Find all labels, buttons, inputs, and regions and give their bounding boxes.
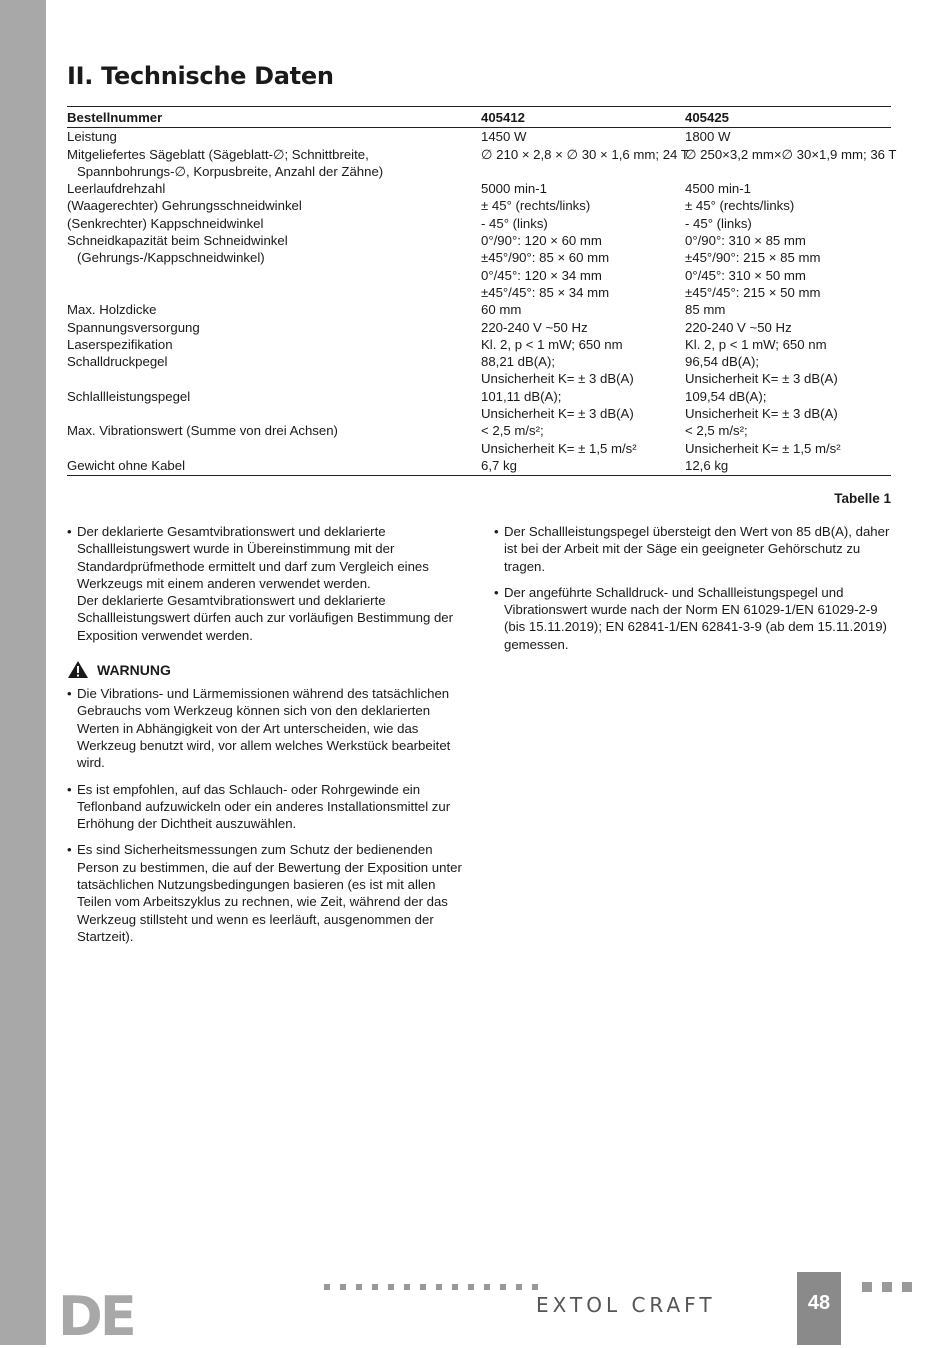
- table-row: [67, 180, 891, 197]
- bullet-text: Der angeführte Schalldruck- und Schallleistungspegel und Vibrationswert wurde nach der Norm EN 61029-1/EN 61029-2-9 (bis 15.11.2019); EN 62841-1/EN 62841-3-9 (ab dem 15.11.2019) gemessen.: [504, 584, 887, 652]
- table-row: [67, 422, 891, 439]
- spec-value-cell: ±45°/90°: 85 × 60 mm: [481, 250, 610, 266]
- spec-label-cell: Gewicht ohne Kabel: [67, 457, 481, 476]
- page-title: II. Technische Daten: [67, 62, 334, 90]
- table-row: [67, 232, 891, 249]
- table-row: [67, 353, 891, 370]
- spec-label-cell: [67, 267, 481, 284]
- spec-value-cell: Unsicherheit K= ± 3 dB(A): [481, 406, 634, 422]
- decor-dot: [404, 1284, 410, 1290]
- spec-label-cell: Schalldruckpegel: [67, 354, 168, 370]
- list-item: [67, 841, 467, 945]
- spec-value-cell: Unsicherheit K= ± 1,5 m/s²: [685, 440, 841, 456]
- decor-dot: [532, 1284, 538, 1290]
- spec-value-cell: ±45°/45°: 85 × 34 mm: [481, 284, 610, 300]
- footer-dots-decoration: [324, 1284, 538, 1290]
- list-item: [494, 584, 894, 653]
- spec-value-cell: 60 mm: [481, 302, 522, 318]
- spec-label-cell: [67, 284, 481, 301]
- table-row: [67, 128, 891, 146]
- table-row: [67, 457, 891, 476]
- spec-label-cell: Leerlaufdrehzahl: [67, 181, 166, 197]
- spec-value-cell: 0°/45°: 120 × 34 mm: [481, 267, 602, 283]
- spec-value-cell: Unsicherheit K= ± 3 dB(A): [481, 371, 634, 387]
- warning-title: WARNUNG: [97, 661, 171, 678]
- table-row: [67, 267, 891, 284]
- decor-square: [862, 1282, 872, 1292]
- spec-value-cell: < 2,5 m/s²;: [685, 423, 748, 439]
- spec-value-cell: 5000 min-1: [481, 181, 547, 197]
- decor-dot: [484, 1284, 490, 1290]
- decor-square: [902, 1282, 912, 1292]
- bullet-dot: •: [67, 686, 72, 702]
- brand-logo: EXTOL CRAFT: [536, 1293, 716, 1317]
- spec-value-cell: 101,11 dB(A);: [481, 388, 562, 404]
- decor-dot: [452, 1284, 458, 1290]
- spec-label-cell: Schneidkapazität beim Schneidwinkel: [67, 233, 288, 249]
- decor-dot: [372, 1284, 378, 1290]
- spec-label-cell: Spannungsversorgung: [67, 319, 200, 335]
- decor-dot: [324, 1284, 330, 1290]
- spec-value-cell: ±45°/45°: 215 × 50 mm: [685, 284, 821, 300]
- spec-label-cell: Mitgeliefertes Sägeblatt (Sägeblatt-∅; Schnittbreite,: [67, 146, 369, 162]
- decor-dot: [516, 1284, 522, 1290]
- spec-value-cell: ∅ 250×3,2 mm×∅ 30×1,9 mm; 36 T: [685, 146, 897, 162]
- spec-value-cell: 0°/90°: 120 × 60 mm: [481, 233, 602, 249]
- table-row: [67, 370, 891, 387]
- decor-dot: [356, 1284, 362, 1290]
- table-row: [67, 388, 891, 405]
- spec-value-cell: 4500 min-1: [685, 181, 751, 197]
- spec-label-cell: (Senkrechter) Kappschneidwinkel: [67, 215, 264, 231]
- spec-value-cell: 1450 W: [481, 129, 527, 145]
- note-text: Der deklarierte Gesamtvibrationswert und deklarierte Schallleistungswert wurde in Übereinstimmung mit der Standardprüfmethode ermittelt und darf zum Vergleich eines Werkzeugs mit einem anderen verwendet werden.: [77, 524, 429, 591]
- note-bullet: [67, 523, 467, 592]
- language-code: DE: [58, 1285, 134, 1348]
- spec-value-cell: Unsicherheit K= ± 3 dB(A): [685, 371, 838, 387]
- bullet-dot: •: [67, 842, 72, 858]
- bullet-text: Es sind Sicherheitsmessungen zum Schutz der bedienenden Person zu bestimmen, die auf der Bewertung der Exposition unter tatsächlichen Nutzungsbedingungen basieren (es ist mit allen Teilen vom Arbeitszyklus zu rechnen, wie Zeit, während der das Werkzeug stillsteht und wenn es leerläuft, ausgenommen der Startzeit).: [77, 842, 462, 944]
- spec-label-cell: (Waagerechter) Gehrungsschneidwinkel: [67, 198, 302, 214]
- spec-label-cell: Schlallleistungspegel: [67, 388, 191, 404]
- decor-square: [882, 1282, 892, 1292]
- table-row: [67, 301, 891, 318]
- spec-label-cell: Spannbohrungs-∅, Korpusbreite, Anzahl der Zähne): [77, 163, 384, 179]
- warning-heading: [67, 660, 467, 679]
- table-row: [67, 319, 891, 336]
- spec-value-cell: 6,7 kg: [481, 457, 685, 476]
- table-row: [67, 146, 891, 163]
- right-text-column: [494, 523, 894, 662]
- note-continuation: Der deklarierte Gesamtvibrationswert und deklarierte Schallleistungswert dürfen auch zur vorläufigen Bestimmung der Exposition verwendet werden.: [77, 593, 454, 643]
- page-number: 48: [797, 1272, 841, 1345]
- spec-table: [67, 106, 897, 476]
- table-row: [67, 336, 891, 353]
- header-model-2: 405425: [685, 107, 891, 128]
- table-row: [67, 249, 891, 266]
- bullet-text: Die Vibrations- und Lärmemissionen während des tatsächlichen Gebrauchs vom Werkzeug können sich von den deklarierten Werten in Abhängigkeit von der Art unterscheiden, wie das Werkzeug benutzt wird, vor allem welches Werkstück bearbeitet wird.: [77, 686, 451, 771]
- list-item: [67, 685, 467, 771]
- spec-value-cell: < 2,5 m/s²;: [481, 423, 544, 439]
- decor-dot: [500, 1284, 506, 1290]
- decor-dot: [468, 1284, 474, 1290]
- spec-value-cell: - 45° (links): [685, 215, 752, 231]
- spec-value-cell: 96,54 dB(A);: [685, 354, 760, 370]
- spec-value-cell: ± 45° (rechts/links): [481, 198, 591, 214]
- spec-value-cell: 0°/45°: 310 × 50 mm: [685, 267, 806, 283]
- decor-dot: [340, 1284, 346, 1290]
- spec-value-cell: Unsicherheit K= ± 3 dB(A): [685, 406, 838, 422]
- table-row: [67, 197, 891, 214]
- spec-value-cell: ∅ 210 × 2,8 × ∅ 30 × 1,6 mm; 24 T: [481, 146, 689, 162]
- warning-bullets: [67, 685, 467, 945]
- header-order-number: Bestellnummer: [67, 107, 481, 128]
- side-color-bar: [0, 0, 46, 1345]
- spec-value-cell: Kl. 2, p < 1 mW; 650 nm: [481, 336, 623, 352]
- spec-value-cell: 220-240 V ~50 Hz: [481, 319, 588, 335]
- spec-label-cell: Max. Vibrationswert (Summe von drei Achsen): [67, 423, 338, 439]
- table-row: [67, 440, 891, 457]
- decor-dot: [420, 1284, 426, 1290]
- list-item: [494, 523, 894, 575]
- decor-dot: [388, 1284, 394, 1290]
- spec-value-cell: 220-240 V ~50 Hz: [685, 319, 792, 335]
- bullet-dot: •: [67, 781, 72, 797]
- table-row: [67, 405, 891, 422]
- spec-value-cell: 88,21 dB(A);: [481, 354, 556, 370]
- table-row: [67, 163, 891, 180]
- bullet-dot: •: [494, 584, 499, 600]
- spec-label-cell: [67, 405, 481, 422]
- spec-value-cell: 0°/90°: 310 × 85 mm: [685, 233, 806, 249]
- spec-value-cell: ±45°/90°: 215 × 85 mm: [685, 250, 821, 266]
- bullet-text: Der Schallleistungspegel übersteigt den Wert von 85 dB(A), daher ist bei der Arbeit mit der Säge ein geeigneter Gehörschutz zu tragen.: [504, 524, 890, 574]
- table-row: [67, 215, 891, 232]
- spec-label-cell: Laserspezifikation: [67, 336, 173, 352]
- bullet-dot: •: [67, 524, 72, 539]
- spec-label-cell: [67, 370, 481, 387]
- list-item: [67, 781, 467, 833]
- spec-value-cell: 109,54 dB(A);: [685, 388, 767, 404]
- bullet-dot: •: [494, 524, 499, 539]
- spec-value-cell: Kl. 2, p < 1 mW; 650 nm: [685, 336, 827, 352]
- spec-label-cell: [67, 440, 481, 457]
- spec-value-cell: - 45° (links): [481, 215, 548, 231]
- spec-value-cell: 85 mm: [685, 302, 726, 318]
- table-row: [67, 284, 891, 301]
- spec-value-cell: 1800 W: [685, 129, 731, 145]
- spec-label-cell: Leistung: [67, 129, 117, 145]
- left-text-column: [67, 523, 467, 954]
- spec-label-cell: (Gehrungs-/Kappschneidwinkel): [77, 250, 265, 266]
- spec-value-cell: Unsicherheit K= ± 1,5 m/s²: [481, 440, 637, 456]
- decor-dot: [436, 1284, 442, 1290]
- header-model-1: 405412: [481, 107, 685, 128]
- spec-table-header: [67, 107, 891, 128]
- spec-value-cell: [481, 163, 685, 180]
- spec-value-cell: [685, 163, 891, 180]
- footer-squares-decoration: [862, 1282, 912, 1292]
- spec-label-cell: Max. Holzdicke: [67, 302, 157, 318]
- table-caption: Tabelle 1: [834, 491, 891, 506]
- spec-value-cell: 12,6 kg: [685, 457, 891, 476]
- bullet-text: Es ist empfohlen, auf das Schlauch- oder Rohrgewinde ein Teflonband aufzuwickeln oder ein anderes Installationsmittel zur Erhöhung der Dichtheit auszuwählen.: [77, 781, 451, 832]
- warning-triangle-icon: [67, 660, 89, 679]
- spec-value-cell: ± 45° (rechts/links): [685, 198, 795, 214]
